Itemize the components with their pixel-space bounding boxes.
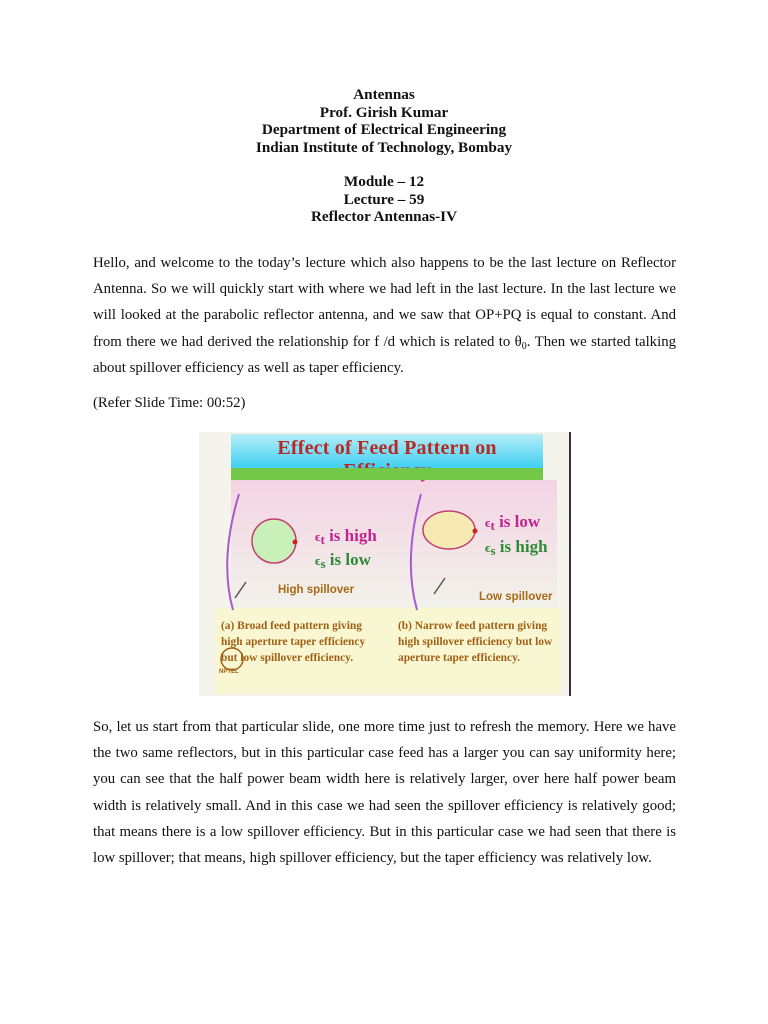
intro-text-a: Hello, and welcome to the today’s lecture which also happens to be the last lecture on Reflector Antenna. So we will quickly start with where we had left in the last lecture. In the last lecture we will looked at the parabolic reflector antenna, and we saw that OP+PQ is equal to constant. And from there we had derived the relationship for f /d which is related to: [93, 255, 676, 350]
lecture-number: Lecture – 59: [343, 190, 425, 208]
course-title: Antennas: [353, 86, 415, 103]
theta-symbol: θ: [514, 333, 522, 350]
slide-title: Effect of Feed Pattern on: [277, 437, 497, 459]
slide-discussion-paragraph: So, let us start from that particular slide, one more time just to refresh the memory. Here we have the two same reflectors, but in this particular case feed has a larger you can say uniformity here; you can see that the half power beam width here is relatively larger, over here half power beam width is relatively small. And in this case we had seen the spillover efficiency is relatively good; that means there is a low spillover efficiency. But in this particular case we had seen that there is low spillover; that means, high spillover efficiency, but the taper efficiency was relatively low.: [93, 719, 676, 867]
high-spillover-label: High spillover: [278, 584, 355, 596]
caption-left-line-2: high aperture taper efficiency: [221, 636, 366, 648]
institute-name: Indian Institute of Technology, Bombay: [255, 138, 513, 156]
left-label-taper: $\epsilon_t$ is high: [315, 526, 377, 547]
document-header: [0, 86, 768, 226]
low-spillover-label: Low spillover: [479, 591, 553, 603]
module-number: Module – 12: [343, 173, 425, 190]
left-feed-point: [293, 540, 298, 545]
professor-name: Prof. Girish Kumar: [319, 103, 449, 121]
department-name: Department of Electrical Engineering: [261, 121, 507, 138]
caption-right-line-3: aperture taper efficiency.: [398, 652, 520, 664]
left-feed-pattern: [252, 519, 296, 563]
left-arrow: [235, 582, 246, 598]
right-arrow: [434, 578, 445, 594]
left-reflector-curve: [227, 494, 239, 610]
slide-right-border: [569, 432, 571, 696]
right-feed-point: [473, 529, 478, 534]
intro-text-b: . Then we started talking about spillover efficiency as well as taper efficiency.: [93, 333, 676, 376]
caption-right-line-2: high spillover efficiency but low: [398, 636, 553, 648]
right-feed-pattern: [423, 511, 475, 549]
right-label-spillover: $\epsilon_s$ is high: [485, 537, 548, 558]
caption-left: [221, 618, 365, 666]
right-reflector-curve: [411, 494, 421, 610]
intro-paragraph: [93, 250, 676, 381]
theta-subscript: 0: [521, 340, 527, 352]
lecture-slide-image: [199, 432, 571, 696]
right-label-taper: $\epsilon_t$ is low: [485, 512, 541, 533]
caption-left-line-3: but low spillover efficiency.: [221, 652, 354, 664]
lecture-topic: Reflector Antennas-IV: [310, 208, 458, 225]
left-label-spillover: $\epsilon_s$ is low: [315, 550, 371, 571]
caption-left-line-1: (a) Broad feed pattern giving: [221, 620, 362, 632]
caption-right: [398, 618, 552, 666]
refer-slide-time: (Refer Slide Time: 00:52): [93, 395, 246, 411]
nptel-logo-text: NPTEL: [219, 669, 239, 675]
header-gap: [0, 156, 768, 173]
caption-right-line-1: (b) Narrow feed pattern giving: [398, 620, 548, 632]
